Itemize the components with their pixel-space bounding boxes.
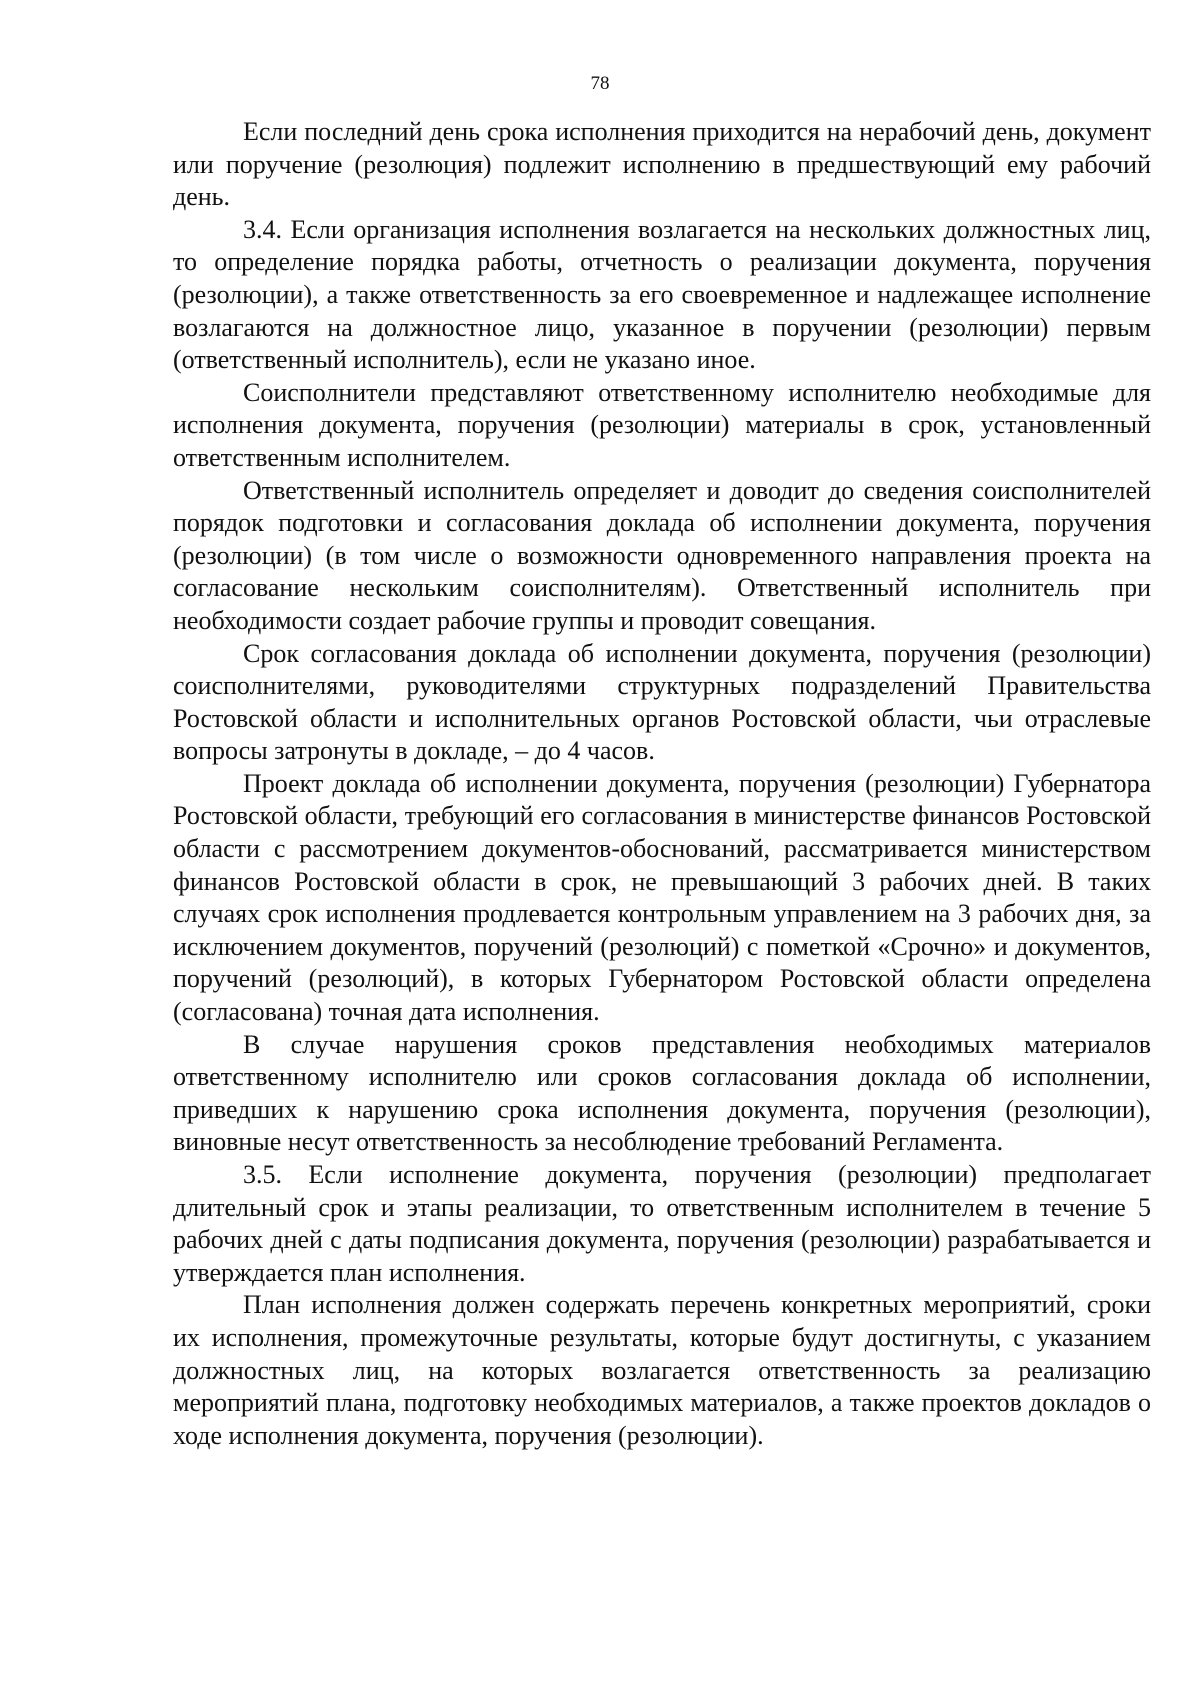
paragraph-6: Проект доклада об исполнении документа, поручения (резолюции) Губернатора Ростовской области, требующий его согласования в министерстве финансов Ростовской области с рассмотрением документов-обоснований, рассматривается министерством финансов Ростовской области в срок, не превышающий 3 рабочих дней. В таких случаях срок исполнения продлевается контрольным управлением на 3 рабочих дня, за исключением документов, поручений (резолюций) с пометкой «Срочно» и документов, поручений (резолюций), в которых Губернатором Ростовской области определена (согласована) точная дата исполнения. [173,768,1151,1027]
paragraph-7: В случае нарушения сроков представления необходимых материалов ответственному исполнителю или сроков согласования доклада об исполнении, приведших к нарушению срока исполнения документа, поручения (резолюции), виновные несут ответственность за несоблюдение требований Регламента. [173,1029,1151,1157]
paragraph-8: 3.5. Если исполнение документа, поручения (резолюции) предполагает длительный срок и этапы реализации, то ответственным исполнителем в течение 5 рабочих дней с даты подписания документа, поручения (резолюции) разрабатывается и утверждается план исполнения. [173,1160,1151,1287]
paragraph-2: 3.4. Если организация исполнения возлагается на нескольких должностных лиц, то определение порядка работы, отчетность о реализации документа, поручения (резолюции), а также ответственность за его своевременное и надлежащее исполнение возлагаются на должностное лицо, указанное в поручении (резолюции) первым (ответственный исполнитель), если не указано иное. [173,214,1151,375]
paragraph-9: План исполнения должен содержать перечень конкретных мероприятий, сроки их исполнения, промежуточные результаты, которые будут достигнуты, с указанием должностных лиц, на которых возлагается ответственность за реализацию мероприятий плана, подготовку необходимых материалов, а также проектов докладов о ходе исполнения документа, поручения (резолюции). [173,1290,1151,1450]
document-body [173,116,1151,1452]
paragraph-1: Если последний день срока исполнения приходится на нерабочий день, документ или поручение (резолюция) подлежит исполнению в предшествующий ему рабочий день. [173,117,1151,212]
paragraph-4: Ответственный исполнитель определяет и доводит до сведения соисполнителей порядок подготовки и согласования доклада об исполнении документа, поручения (резолюции) (в том числе о возможности одновременного направления проекта на согласование нескольким соисполнителям). Ответственный исполнитель при необходимости создает рабочие группы и проводит совещания. [173,475,1151,635]
paragraph-5: Срок согласования доклада об исполнении документа, поручения (резолюции) соисполнителями, руководителями структурных подразделений Правительства Ростовской области и исполнительных органов Ростовской области, чьи отраслевые вопросы затронуты в докладе, – до 4 часов. [173,638,1151,766]
paragraph-3: Соисполнители представляют ответственному исполнителю необходимые для исполнения документа, поручения (резолюции) материалы в срок, установленный ответственным исполнителем. [173,377,1151,472]
page-number: 78 [590,73,610,94]
